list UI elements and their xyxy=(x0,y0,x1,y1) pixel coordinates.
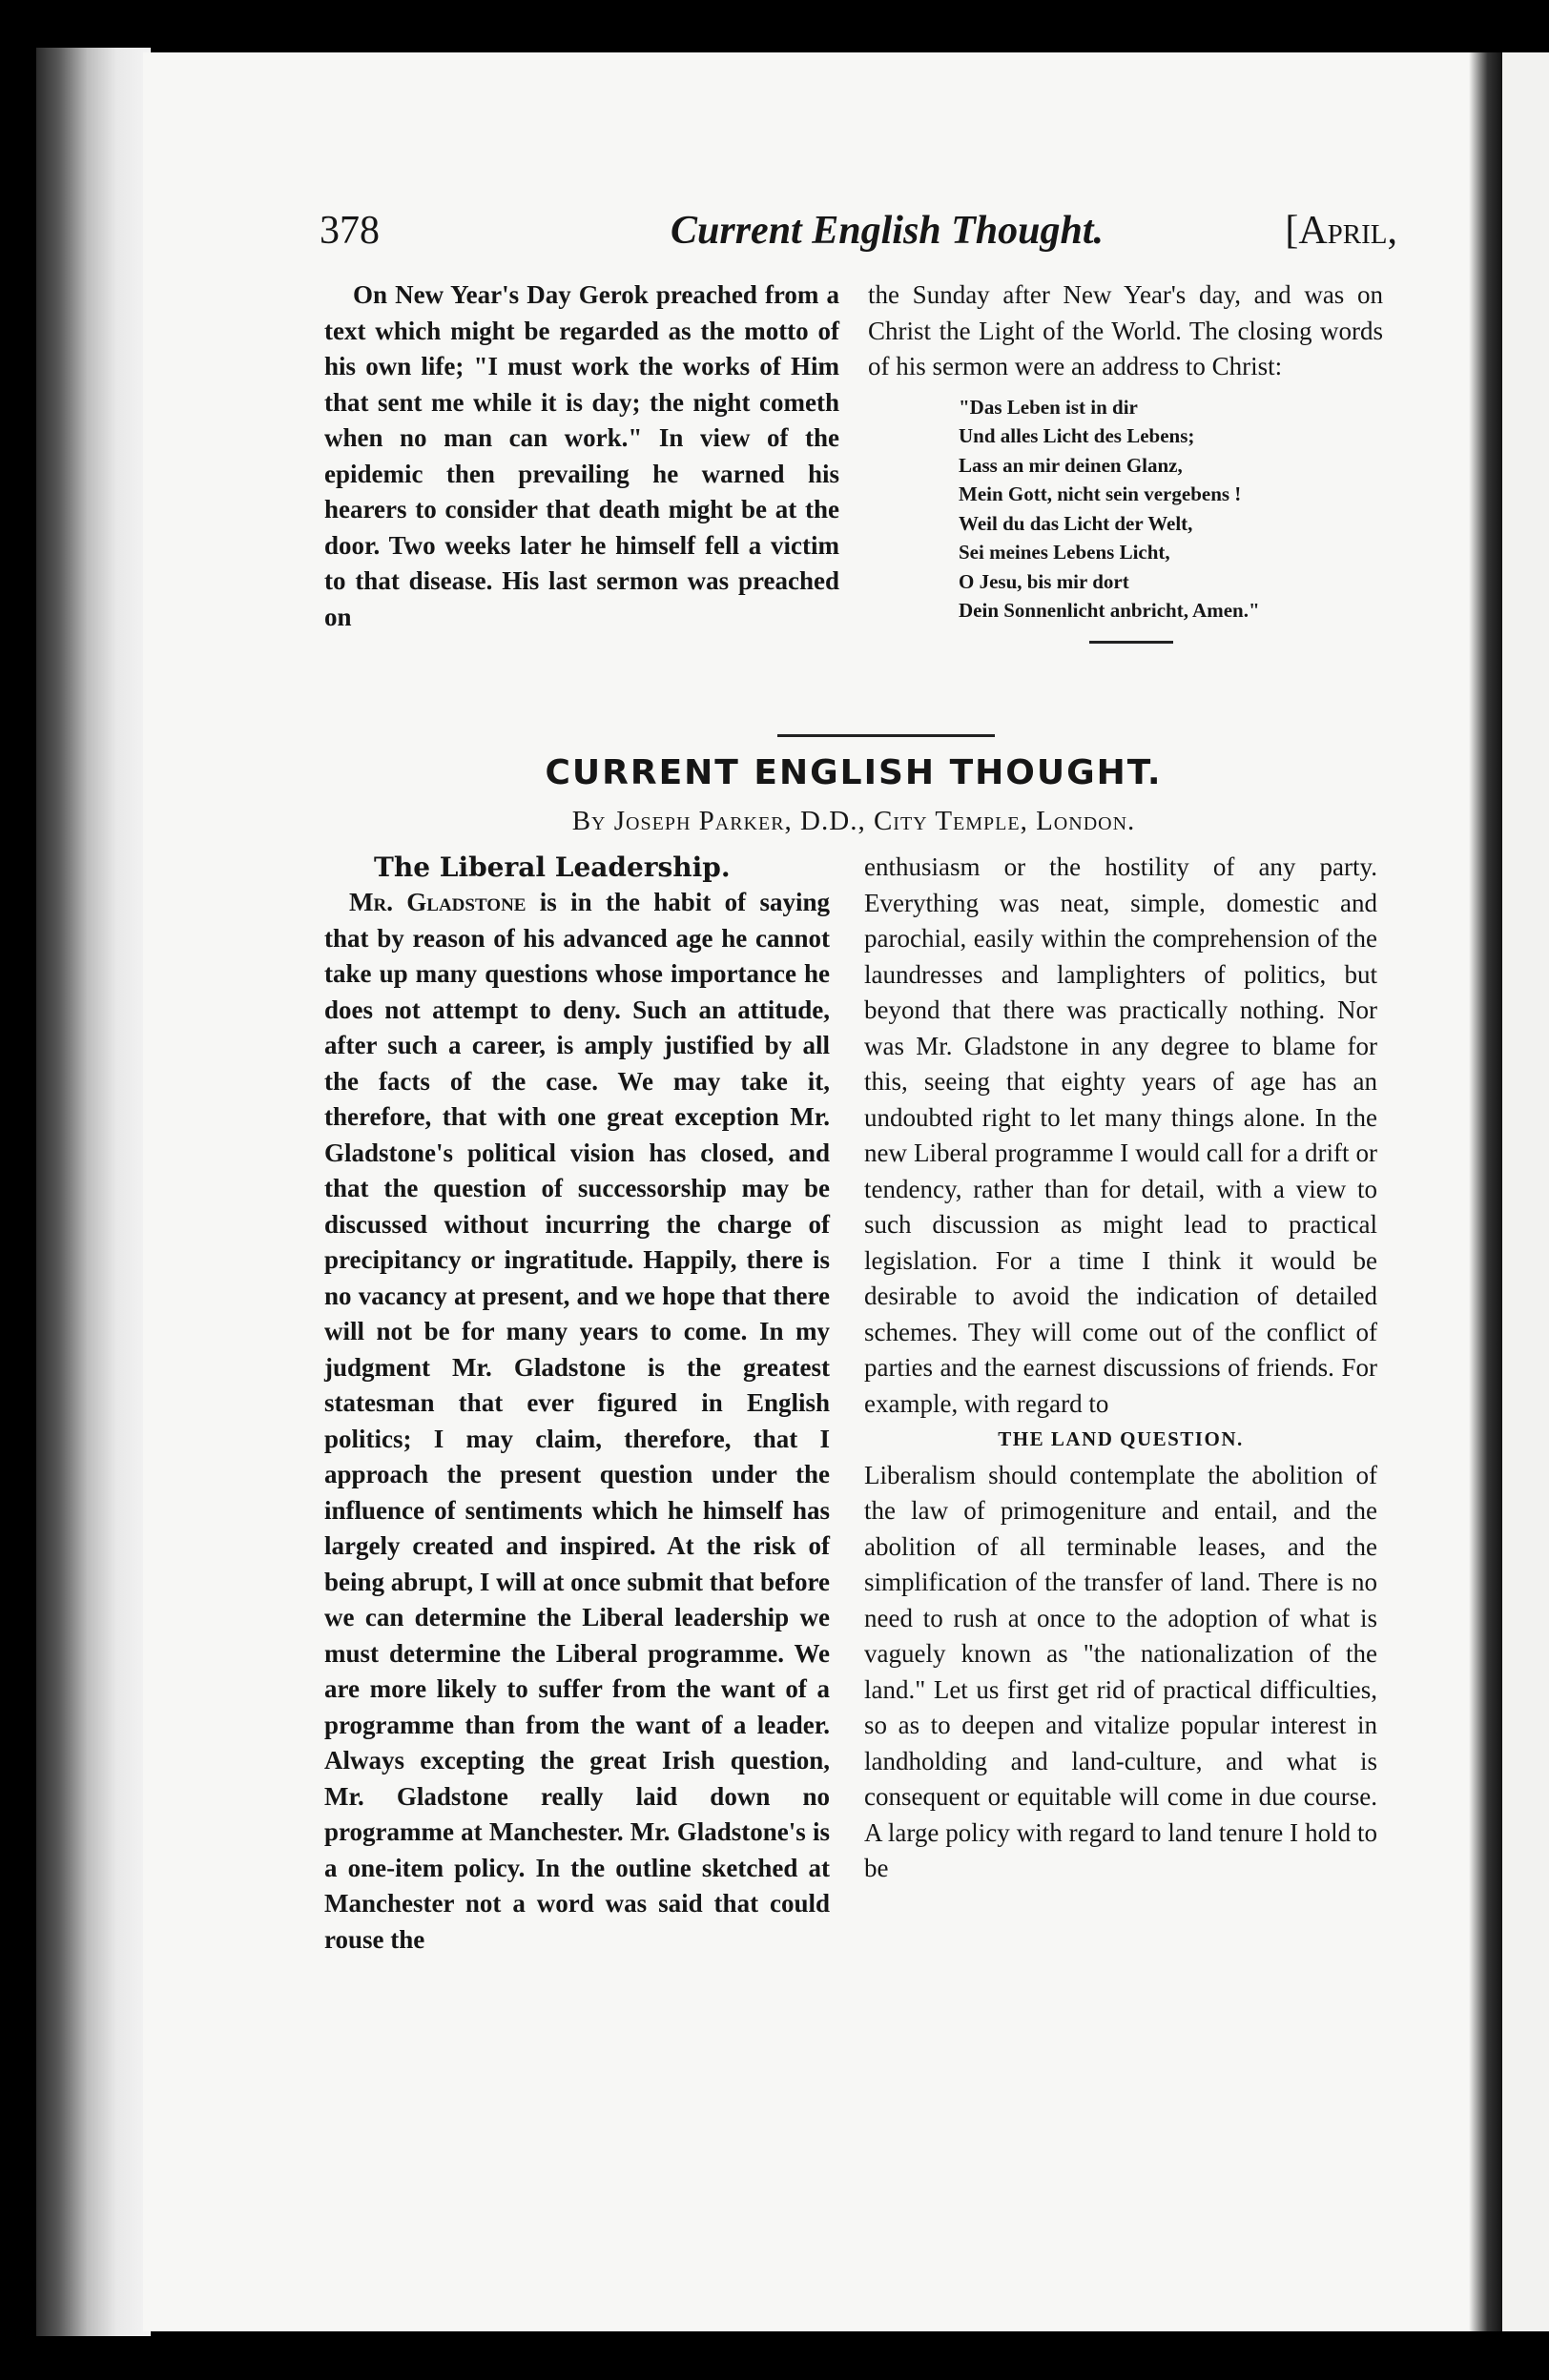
top-left-column: On New Year's Day Gerok preached from a text which might be regarded as the motto of his own life; "I must work the works of Him that sent me while it is day; the night cometh when no man can work." In view of the epidemic then prevailing he warned his hearers to consider that death might be at the door. Two weeks later he himself fell a victim to that disease. His last sermon was preached on xyxy=(324,280,839,631)
poem-line: Weil du das Licht der Welt, xyxy=(959,511,1193,535)
lead-in: Mr. Gladstone xyxy=(349,888,527,916)
german-poem xyxy=(959,393,1383,626)
poem-line: Und alles Licht des Lebens; xyxy=(959,424,1195,447)
section-divider xyxy=(777,734,995,737)
gutter-shadow xyxy=(1469,52,1503,2331)
main-right-paragraph-2: Liberalism should contemplate the abolition of the law of primogeniture and entail, and the abolition of all terminable leases, and the simplification of the transfer of land. There is no need to rush at once to the adoption of what is vaguely known as "the nationalization of the land." Let us first get rid of practical difficulties, so as to deepen and vitalize popular interest in landholding and land-culture, and what is consequent or equitable will come in due course. A large policy with regard to land tenure I hold to be xyxy=(864,1460,1377,1882)
poem-line: Lass an mir deinen Glanz, xyxy=(959,453,1183,477)
top-right-column xyxy=(868,277,1383,644)
article-title: CURRENT ENGLISH THOUGHT. xyxy=(545,753,1163,792)
article-byline: By Joseph Parker, D.D., City Temple, London. xyxy=(571,806,1136,836)
running-head xyxy=(320,208,1397,265)
facing-page-sliver xyxy=(1502,52,1549,2331)
running-title: Current English Thought. xyxy=(671,209,1105,253)
poem-line: Sei meines Lebens Licht, xyxy=(959,541,1170,564)
top-right-paragraph: the Sunday after New Year's day, and was on Christ the Light of the World. The closing words of his sermon were an address to Christ: xyxy=(868,280,1383,380)
land-question-heading: THE LAND QUESTION. xyxy=(998,1427,1244,1450)
section-heading: The Liberal Leadership. xyxy=(374,851,731,883)
page-number: 378 xyxy=(320,209,380,253)
main-right-column xyxy=(864,850,1377,1887)
poem-line: Dein Sonnenlicht anbricht, Amen." xyxy=(959,599,1260,622)
main-right-paragraph-1: enthusiasm or the hostility of any party. Everything was neat, simple, domestic and parochial, easily within the comprehension of the laundresses and lamplighters of politics, but beyond that there was practically nothing. Nor was Mr. Gladstone in any degree to blame for this, seeing that eighty years of age has an undoubted right to let many things alone. In the new Liberal programme I would call for a drift or tendency, rather than for detail, with a view to such discussion as might lead to practical legislation. For a time I think it would be desirable to avoid the indication of detailed schemes. They will come out of the conflict of parties and the earnest discussions of friends. For example, with regard to xyxy=(864,852,1377,1418)
poem-line: O Jesu, bis mir dort xyxy=(959,569,1129,593)
book-page-edge xyxy=(36,48,151,2336)
main-left-column xyxy=(324,885,830,1958)
main-left-text: is in the habit of saying that by reason of his advanced age he cannot take up many questions whose importance he does not attempt to deny. Such an attitude, after such a career, is amply justified by all the facts of the case. We may take it, therefore, that with one great exception Mr. Gladstone's political vision has closed, and that the question of successorship may be discussed without incurring the charge of precipitancy or ingratitude. Happily, there is no vacancy at present, and we hope that there will not be for many years to come. In my judgment Mr. Gladstone is the greatest statesman that ever figured in English politics; I may claim, therefore, that I approach the present question under the influence of sentiments which he himself has largely created and inspired. At the risk of being abrupt, I will at once submit that before we can determine the Liberal leadership we must determine the Liberal programme. We are more likely to suffer from the want of a programme than from the want of a leader. Always excepting the great Irish question, Mr. Gladstone really laid down no programme at Manchester. Mr. Gladstone's is a one-item policy. In the outline sketched at Manchester not a word was said that could rouse the xyxy=(324,888,830,1954)
poem-end-rule xyxy=(1089,641,1173,644)
poem-line: "Das Leben ist in dir xyxy=(959,395,1138,419)
running-month: [April, xyxy=(1285,209,1397,253)
poem-line: Mein Gott, nicht sein vergebens ! xyxy=(959,482,1242,505)
